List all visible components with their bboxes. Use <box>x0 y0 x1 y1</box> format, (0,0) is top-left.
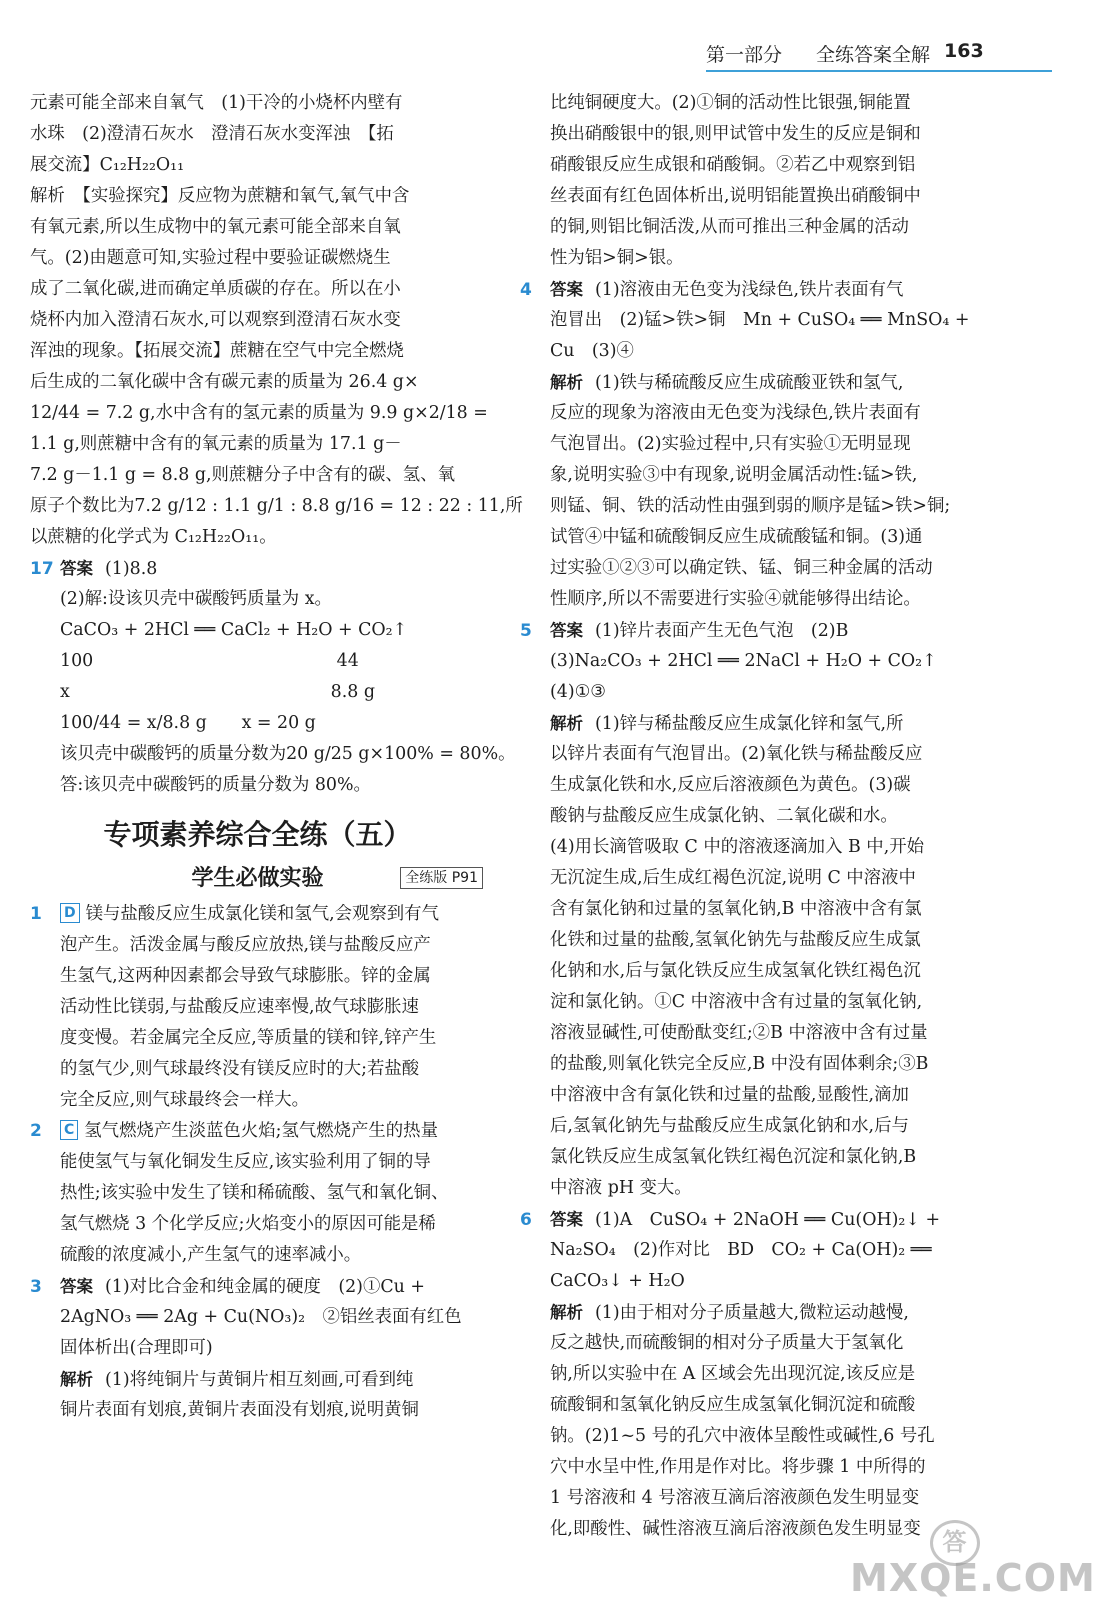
text-line <box>30 1085 485 1116</box>
text-line <box>30 274 485 305</box>
question-number: 2 <box>30 1121 42 1141</box>
text-line <box>30 181 485 212</box>
line-text: 成了二氧化碳,进而确定单质碳的存在。所以在小 <box>30 279 401 299</box>
line-text: 热性;该实验中发生了镁和稀硫酸、氢气和氧化铜、 <box>60 1183 449 1203</box>
line-text: 固体析出(合理即可) <box>60 1338 213 1358</box>
question-number: 6 <box>520 1210 532 1230</box>
site-watermark <box>850 1520 1096 1600</box>
line-text: 以锌片表面有气泡冒出。(2)氧化铁与稀盐酸反应 <box>550 744 923 764</box>
text-line <box>30 770 485 801</box>
watermark-text: MXQE.COM <box>850 1556 1096 1600</box>
line-text: 度变慢。若金属完全反应,等质量的镁和锌,锌产生 <box>60 1028 437 1048</box>
line-text: 烧杯内加入澄清石灰水,可以观察到澄清石灰水变 <box>30 310 401 330</box>
line-text: 的铜,则铝比铜活泼,从而可推出三种金属的活动 <box>550 217 909 237</box>
line-text: 生氢气,这两种因素都会导致气球膨胀。锌的金属 <box>60 966 431 986</box>
line-text: 则锰、铜、铁的活动性由强到弱的顺序是锰>铁>铜; <box>550 496 951 516</box>
header-section: 第一部分 <box>706 44 783 66</box>
line-text: x 8.8 g <box>60 682 375 702</box>
text-line <box>520 1359 980 1390</box>
line-text: 1 号溶液和 4 号溶液互滴后溶液颜色发生明显变 <box>550 1488 920 1508</box>
text-line <box>30 1333 485 1364</box>
line-text: 钠,所以实验中在 A 区域会先出现沉淀,该反应是 <box>550 1364 916 1384</box>
line-text: 氢气燃烧产生淡蓝色火焰;氢气燃烧产生的热量 <box>84 1121 438 1141</box>
line-text: 生成氯化铁和水,反应后溶液颜色为黄色。(3)碳 <box>550 775 911 795</box>
header-divider <box>706 70 1052 72</box>
line-text: 12/44 = 7.2 g,水中含有的氢元素的质量为 9.9 g×2/18 = <box>30 403 488 423</box>
text-line <box>30 739 516 770</box>
header-title: 全练答案全解 <box>816 44 931 66</box>
text-line <box>520 770 980 801</box>
text-line <box>520 1266 980 1297</box>
line-text: 气。(2)由题意可知,实验过程中要验证碳燃烧生 <box>30 248 391 268</box>
line-text: (1)由于相对分子质量越大,微粒运动越慢, <box>595 1303 909 1323</box>
text-line <box>520 739 980 770</box>
answer-choice-box: D <box>60 903 80 923</box>
text-line <box>30 961 485 992</box>
line-text: 淀和氯化钠。①C 中溶液中含有过量的氢氧化钠, <box>550 992 923 1012</box>
text-line <box>520 181 980 212</box>
line-text: 反之越快,而硫酸铜的相对分子质量大于氢氧化 <box>550 1333 904 1353</box>
line-text: 完全反应,则气球最终会一样大。 <box>60 1090 309 1110</box>
line-text: 化,即酸性、碱性溶液互滴后溶液颜色发生明显变 <box>550 1519 921 1539</box>
question-number: 3 <box>30 1277 42 1297</box>
line-text: Na₂SO₄ (2)作对比 BD CO₂ + Ca(OH)₂ ══ <box>550 1240 932 1260</box>
text-line <box>520 491 980 522</box>
line-text: 原子个数比为7.2 g/12 : 1.1 g/1 : 8.8 g/16 = 12 : 22 : 11,所 <box>30 496 523 516</box>
text-line <box>30 992 485 1023</box>
section-title: 专项素养综合全练（五） <box>103 818 412 851</box>
text-line <box>520 429 980 460</box>
line-text: CaCO₃ + 2HCl ══ CaCl₂ + H₂O + CO₂↑ <box>60 620 408 640</box>
line-text: CaCO₃↓ + H₂O <box>550 1271 685 1291</box>
text-line <box>520 584 980 615</box>
text-line <box>520 1328 980 1359</box>
text-line <box>30 584 485 615</box>
right-column <box>520 88 980 1545</box>
line-text: 该贝壳中碳酸钙的质量分数为20 g/25 g×100% = 80%。 <box>60 744 516 764</box>
line-text: 以蔗糖的化学式为 C₁₂H₂₂O₁₁。 <box>30 527 277 547</box>
line-text: 含有氯化钠和过量的氢氧化钠,B 中溶液中含有氯 <box>550 899 922 919</box>
question-number: 17 <box>30 559 54 579</box>
text-line <box>520 150 980 181</box>
text-line <box>30 243 485 274</box>
text-line <box>520 1390 980 1421</box>
text-line <box>520 398 980 429</box>
line-text: 过实验①②③可以确定铁、锰、铜三种金属的活动 <box>550 558 933 578</box>
text-line <box>520 460 980 491</box>
line-text: 水珠 (2)澄清石灰水 澄清石灰水变浑浊 【拓 <box>30 124 394 144</box>
line-text: 中溶液中含有氯化铁和过量的盐酸,显酸性,滴加 <box>550 1085 909 1105</box>
line-text: 2AgNO₃ ══ 2Ag + Cu(NO₃)₂ ②铝丝表面有红色 <box>60 1307 462 1327</box>
text-line <box>520 708 980 739</box>
text-line <box>30 1302 485 1333</box>
line-text: 钠。(2)1~5 号的孔穴中液体呈酸性或碱性,6 号孔 <box>550 1426 935 1446</box>
line-text: 活动性比镁弱,与盐酸反应速率慢,故气球膨胀速 <box>60 997 419 1017</box>
text-line <box>30 677 485 708</box>
line-text: 酸钠与盐酸反应生成氯化钠、二氧化碳和水。 <box>550 806 898 826</box>
text-line <box>30 212 485 243</box>
text-line <box>520 1142 980 1173</box>
line-text: 铜片表面有划痕,黄铜片表面没有划痕,说明黄铜 <box>60 1400 419 1420</box>
text-line <box>520 832 980 863</box>
line-text: 100/44 = x/8.8 g x = 20 g <box>60 713 316 733</box>
text-line <box>30 88 485 119</box>
text-line <box>520 119 980 150</box>
line-text: 比纯铜硬度大。(2)①铜的活动性比银强,铜能置 <box>550 93 911 113</box>
line-text: 换出硝酸银中的银,则甲试管中发生的反应是铜和 <box>550 124 921 144</box>
text-line <box>520 1452 980 1483</box>
line-text: 无沉淀生成,后生成红褐色沉淀,说明 C 中溶液中 <box>550 868 916 888</box>
question-number: 1 <box>30 904 42 924</box>
text-line <box>30 336 485 367</box>
text-line <box>520 212 980 243</box>
line-text: 气泡冒出。(2)实验过程中,只有实验①无明显现 <box>550 434 911 454</box>
text-line <box>30 429 485 460</box>
text-line <box>30 646 485 677</box>
answer-block-section5 <box>30 899 485 1426</box>
line-text: 丝表面有红色固体析出,说明铝能置换出硝酸铜中 <box>550 186 921 206</box>
line-text: 化铁和过量的盐酸,氢氧化钠先与盐酸反应生成氯 <box>550 930 921 950</box>
text-line <box>30 119 485 150</box>
line-text: 的氢气少,则气球最终没有镁反应时的大;若盐酸 <box>60 1059 420 1079</box>
line-text: 100 44 <box>60 651 359 671</box>
page-header <box>0 0 1052 78</box>
page-number: 163 <box>944 40 984 62</box>
text-line <box>30 930 485 961</box>
line-text: (1)铁与稀硫酸反应生成硫酸亚铁和氢气, <box>595 373 904 393</box>
answer-tag: 答案 <box>60 559 93 578</box>
line-text: (1)对比合金和纯金属的硬度 (2)①Cu + <box>105 1277 425 1297</box>
text-line <box>520 1235 980 1266</box>
line-text: 中溶液 pH 变大。 <box>550 1178 692 1198</box>
line-text: 后生成的二氧化碳中含有碳元素的质量为 26.4 g× <box>30 372 419 392</box>
line-text: 反应的现象为溶液由无色变为浅绿色,铁片表面有 <box>550 403 921 423</box>
text-line <box>520 925 980 956</box>
text-line <box>520 1111 980 1142</box>
text-line <box>520 1018 980 1049</box>
text-line <box>30 553 485 584</box>
text-line <box>520 677 980 708</box>
line-text: 7.2 g－1.1 g = 8.8 g,则蔗糖分子中含有的碳、氢、氧 <box>30 465 455 485</box>
text-line <box>520 88 980 119</box>
text-line <box>30 1147 485 1178</box>
line-text: 浑浊的现象。【拓展交流】蔗糖在空气中完全燃烧 <box>30 341 404 361</box>
answer-tag: 解析 <box>550 373 583 392</box>
line-text: 化钠和水,后与氯化铁反应生成氢氧化铁红褐色沉 <box>550 961 921 981</box>
line-text: (1)将纯铜片与黄铜片相互刻画,可看到纯 <box>105 1370 414 1390</box>
line-text: 性顺序,所以不需要进行实验④就能够得出结论。 <box>550 589 921 609</box>
text-line <box>520 1421 980 1452</box>
line-text: 泡产生。活泼金属与酸反应放热,镁与盐酸反应产 <box>60 935 431 955</box>
text-line <box>30 522 485 553</box>
text-line <box>520 956 980 987</box>
line-text: 氯化铁反应生成氢氧化铁红褐色沉淀和氯化钠,B <box>550 1147 917 1167</box>
text-line <box>520 274 980 305</box>
question-number: 4 <box>520 280 532 300</box>
answer-tag: 答案 <box>60 1277 93 1296</box>
line-text: 氢气燃烧 3 个化学反应;火焰变小的原因可能是稀 <box>60 1214 436 1234</box>
text-line <box>520 1049 980 1080</box>
text-line <box>520 1173 980 1204</box>
line-text: 展交流】C₁₂H₂₂O₁₁ <box>30 155 185 175</box>
text-line <box>520 243 980 274</box>
line-text: Cu (3)④ <box>550 341 634 361</box>
watermark-badge: 答 <box>930 1520 980 1566</box>
line-text: (3)Na₂CO₃ + 2HCl ══ 2NaCl + H₂O + CO₂↑ <box>550 651 937 671</box>
text-line <box>520 305 980 336</box>
answer-block-16 <box>30 88 523 801</box>
line-text: 试管④中锰和硫酸铜反应生成硫酸锰和铜。(3)通 <box>550 527 923 547</box>
left-column <box>30 88 523 1426</box>
section-subtitle <box>30 859 485 899</box>
line-text: 元素可能全部来自氧气 (1)干冷的小烧杯内壁有 <box>30 93 403 113</box>
text-line <box>30 367 485 398</box>
line-text: (1)溶液由无色变为浅绿色,铁片表面有气 <box>595 280 904 300</box>
section-page-ref: 全练版 P91 <box>400 867 483 889</box>
text-line <box>520 522 980 553</box>
answer-tag: 答案 <box>550 1210 583 1229</box>
text-line <box>30 398 488 429</box>
answer-tag: 解析 <box>60 1370 93 1389</box>
line-text: 解析 【实验探究】反应物为蔗糖和氧气,氧气中含 <box>30 186 410 206</box>
text-line <box>520 1483 980 1514</box>
line-text: (4)用长滴管吸取 C 中的溶液逐滴加入 B 中,开始 <box>550 837 925 857</box>
text-line <box>520 1204 980 1235</box>
answer-tag: 解析 <box>550 1303 583 1322</box>
answer-choice-box: C <box>60 1120 78 1140</box>
text-line <box>30 150 485 181</box>
text-line <box>30 1395 485 1426</box>
line-text: (4)①③ <box>550 682 606 702</box>
answer-tag: 答案 <box>550 621 583 640</box>
text-line <box>30 1116 485 1147</box>
text-line <box>30 615 485 646</box>
line-text: 性为铝>铜>银。 <box>550 248 684 268</box>
text-line <box>30 460 485 491</box>
text-line <box>520 863 980 894</box>
line-text: 泡冒出 (2)锰>铁>铜 Mn + CuSO₄ ══ MnSO₄ + <box>550 310 970 330</box>
text-line <box>30 1023 485 1054</box>
line-text: (1)A CuSO₄ + 2NaOH ══ Cu(OH)₂↓ + <box>595 1210 941 1230</box>
line-text: 有氧元素,所以生成物中的氧元素可能全部来自氧 <box>30 217 401 237</box>
text-line <box>30 1271 485 1302</box>
text-line <box>30 899 485 930</box>
line-text: (1)8.8 <box>105 559 158 579</box>
line-text: 镁与盐酸反应生成氯化镁和氢气,会观察到有气 <box>85 904 439 924</box>
text-line <box>30 1209 485 1240</box>
text-line <box>520 336 980 367</box>
section-subtitle-text: 学生必做实验 <box>191 866 324 891</box>
text-line <box>520 553 980 584</box>
text-line <box>520 894 980 925</box>
line-text: 后,氢氧化钠先与盐酸反应生成氯化钠和水,后与 <box>550 1116 909 1136</box>
text-line <box>30 1364 485 1395</box>
line-text: (1)锌片表面产生无色气泡 (2)B <box>595 621 849 641</box>
text-line <box>520 1080 980 1111</box>
line-text: 硫酸铜和氢氧化钠反应生成氢氧化铜沉淀和硫酸 <box>550 1395 916 1415</box>
line-text: 穴中水呈中性,作用是作对比。将步骤 1 中所得的 <box>550 1457 926 1477</box>
text-line <box>520 367 980 398</box>
line-text: 硫酸的浓度减小,产生氢气的速率减小。 <box>60 1245 362 1265</box>
answer-tag: 答案 <box>550 280 583 299</box>
text-line <box>30 1178 485 1209</box>
text-line <box>520 646 980 677</box>
text-line <box>30 1054 485 1085</box>
line-text: 硝酸银反应生成银和硝酸铜。②若乙中观察到铝 <box>550 155 916 175</box>
text-line <box>520 615 980 646</box>
line-text: 溶液显碱性,可使酚酞变红;②B 中溶液中含有过量 <box>550 1023 928 1043</box>
question-number: 5 <box>520 621 532 641</box>
line-text: 能使氢气与氧化铜发生反应,该实验利用了铜的导 <box>60 1152 431 1172</box>
answer-tag: 解析 <box>550 714 583 733</box>
line-text: 象,说明实验③中有现象,说明金属活动性:锰>铁, <box>550 465 918 485</box>
text-line <box>520 1297 980 1328</box>
text-line <box>520 801 980 832</box>
line-text: 1.1 g,则蔗糖中含有的氧元素的质量为 17.1 g－ <box>30 434 402 454</box>
text-line <box>30 708 485 739</box>
line-text: (2)解:设该贝壳中碳酸钙质量为 x。 <box>60 589 332 609</box>
line-text: (1)锌与稀盐酸反应生成氯化锌和氢气,所 <box>595 714 904 734</box>
line-text: 的盐酸,则氧化铁完全反应,B 中没有固体剩余;③B <box>550 1054 929 1074</box>
text-line <box>520 987 980 1018</box>
text-line <box>30 305 485 336</box>
line-text: 答:该贝壳中碳酸钙的质量分数为 80%。 <box>60 775 371 795</box>
text-line <box>30 1240 485 1271</box>
text-line <box>30 491 523 522</box>
